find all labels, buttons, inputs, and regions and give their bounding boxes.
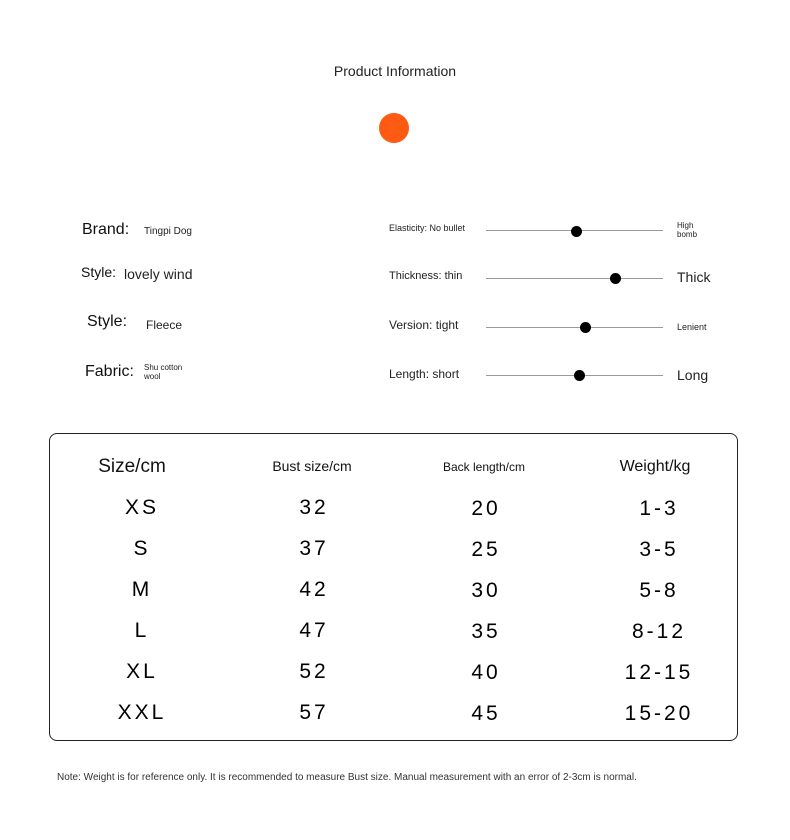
slider-length-end: Long — [677, 367, 709, 383]
table-cell: 30 — [471, 579, 501, 602]
header-bust: Bust size/cm — [272, 458, 352, 474]
spec-style2-label: Style: — [87, 313, 128, 330]
slider-length-knob — [574, 370, 585, 381]
table-cell: 1-3 — [639, 497, 679, 520]
slider-elasticity-end-line1: High — [677, 221, 694, 230]
table-cell: XXL — [117, 701, 167, 724]
slider-elasticity-end — [677, 221, 697, 239]
slider-version-label: Version: tight — [389, 318, 459, 332]
accent-dot — [379, 113, 409, 143]
table-cell: 32 — [299, 496, 329, 519]
header-back-length: Back length/cm — [442, 460, 526, 474]
slider-thickness-end: Thick — [677, 269, 711, 285]
spec-brand-label: Brand: — [82, 221, 130, 238]
table-cell: M — [131, 578, 153, 601]
table-cell: 37 — [299, 537, 329, 560]
slider-version-knob — [580, 322, 591, 333]
table-cell: 42 — [299, 578, 329, 601]
table-cell: 20 — [471, 497, 501, 520]
table-cell: 3-5 — [639, 538, 679, 561]
slider-length-label: Length: short — [389, 367, 460, 381]
table-cell: 47 — [299, 619, 329, 642]
table-cell: XS — [124, 496, 159, 519]
spec-style-value: lovely wind — [124, 266, 193, 282]
spec-fabric-value-line2: wool — [144, 372, 161, 381]
page-title: Product Information — [333, 63, 457, 79]
slider-elasticity-label: Elasticity: No bullet — [389, 223, 466, 233]
table-cell: 8-12 — [631, 620, 687, 643]
header-size: Size/cm — [98, 456, 166, 477]
table-cell: 12-15 — [624, 661, 694, 684]
table-cell: 52 — [299, 660, 329, 683]
slider-elasticity-knob — [571, 226, 582, 237]
table-cell: 40 — [471, 661, 501, 684]
table-cell: S — [133, 537, 151, 560]
table-cell: L — [134, 619, 150, 642]
spec-brand-value: Tingpi Dog — [144, 226, 192, 237]
table-cell: 25 — [471, 538, 501, 561]
spec-fabric-value — [144, 363, 182, 381]
slider-elasticity-end-line2: bomb — [677, 230, 698, 239]
table-cell: XL — [126, 660, 158, 683]
spec-fabric-label: Fabric: — [85, 363, 134, 380]
spec-style2-value: Fleece — [146, 318, 183, 332]
table-cell: 15-20 — [624, 702, 694, 725]
table-cell: 57 — [299, 701, 329, 724]
header-weight: Weight/kg — [619, 458, 691, 475]
table-cell: 45 — [471, 702, 501, 725]
table-cell: 35 — [471, 620, 501, 643]
spec-fabric-value-line1: Shu cotton — [144, 363, 183, 372]
slider-version-track — [486, 327, 663, 328]
slider-thickness-label: Thickness: thin — [389, 270, 463, 282]
footnote: Note: Weight is for reference only. It is recommended to measure Bust size. Manual measurement with an error of 2-3cm is normal. — [57, 772, 637, 783]
slider-thickness-track — [486, 278, 663, 279]
spec-style-label: Style: — [81, 264, 117, 280]
slider-version-end: Lenient — [677, 322, 707, 332]
slider-thickness-knob — [610, 273, 621, 284]
table-cell: 5-8 — [639, 579, 679, 602]
